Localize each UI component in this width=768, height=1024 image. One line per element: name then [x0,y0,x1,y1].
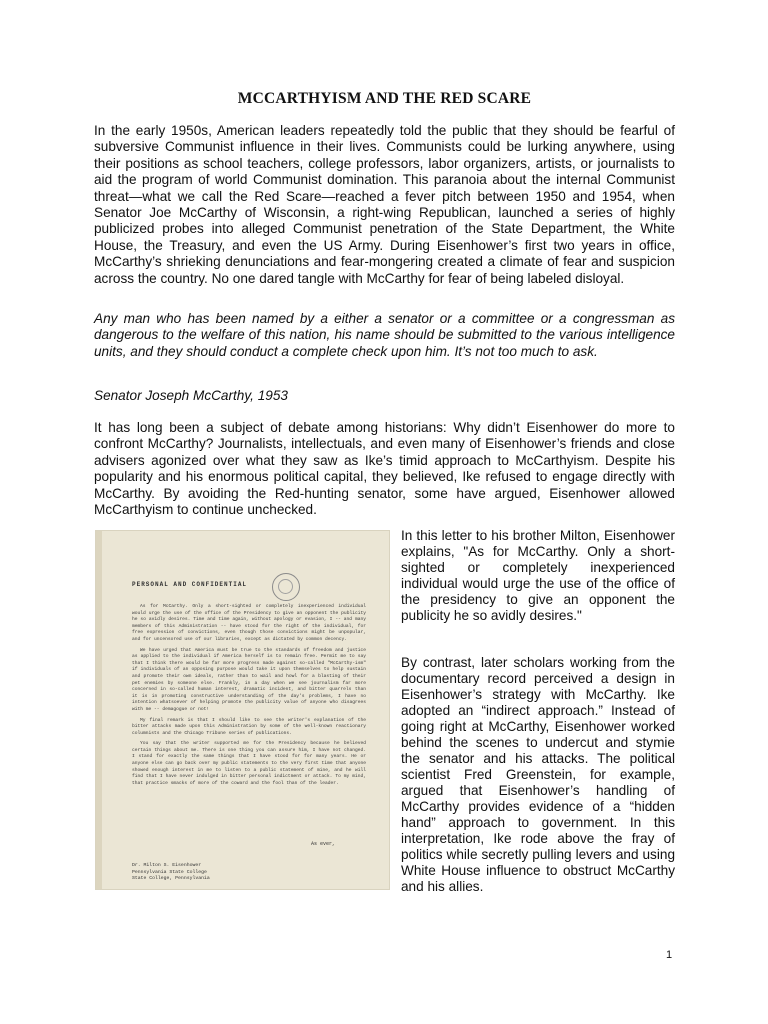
letter-closing: As ever, [311,841,336,847]
letter-paragraph: We have urged that America must be true to the standards of freedom and justice as applied to the individual if America herself is to remain free. Permit me to say that I think there would be far more progress made against so-called "McCarthy-ism" if individuals of an opposing purpose would take it upon themselves to help sustain and promote their own ideals, rather than to wail and howl for a blasting of their pet enemies by someone else. Frankly, in a day when we see journalism far more concerned in so-called human interest, dramatic incident, and bitter quarrels than it is in promoting constructive understanding of the day's problems, I have no intention whatsoever of helping promote the publicity value of anyone who disagrees with me -- demagogue or not! [132,647,366,712]
letter-heading: PERSONAL AND CONFIDENTIAL [132,581,248,588]
letter-paragraph: My final remark is that I should like to see the writer's explanation of the bitter attacks made upon this Administration by some of the well-known reactionary columnists and the Chicago Tribune series of publications. [132,717,366,736]
page-title: MCCARTHYISM AND THE RED SCARE [237,90,532,107]
mccarthy-quote: Any man who has been named by a either a senator or a committee or a congressman as dangerous to the welfare of this nation, his name should be submitted to the various intelligence units, and they should conduct a complete check upon him. It’s not too much to ask. [94,311,675,359]
letter-paper-edge [96,531,102,889]
eisenhower-letter-image [95,530,390,890]
letter-address-line: Pennsylvania State College [132,869,207,875]
letter-address [132,863,210,883]
quote-attribution: Senator Joseph McCarthy, 1953 [94,388,288,403]
scholars-paragraph: By contrast, later scholars working from the documentary record perceived a design in Eisenhower’s strategy with McCarthy. Ike adopted an “indirect approach.” Instead of going right at McCarthy, Eisenhower worked behind the scenes to undercut and stymie the senator and his attacks. The political scientist Fred Greenstein, for example, argued that Eisenhower’s handling of McCarthy provides evidence of a “hidden hand” approach to government. In this interpretation, Ike rode above the fray of politics while secretly pulling levers and using White House influence to obstruct McCarthy and his allies. [401,655,675,894]
intro-paragraph: In the early 1950s, American leaders repeatedly told the public that they should be fearful of subversive Communist influence in their lives. Communists could be lurking anywhere, using their positions as school teachers, college professors, labor organizers, artists, or journalists to aid the program of world Communist domination. This paranoia about the internal Communist threat—what we call the Red Scare—reached a fever pitch between 1950 and 1954, when Senator Joe McCarthy of Wisconsin, a right-wing Republican, launched a series of highly publicized probes into alleged Communist penetration of the State Department, the White House, the Treasury, and even the US Army. During Eisenhower’s first two years in office, McCarthy’s shrieking denunciations and fear-mongering created a climate of fear and suspicion across the country. No one dared tangle with McCarthy for fear of being labeled disloyal. [94,123,675,286]
debate-paragraph: It has long been a subject of debate among historians: Why didn’t Eisenhower do more to confront McCarthy? Journalists, intellectuals, and even many of Eisenhower’s friends and close advisers agonized over what they saw as Ike’s timid approach to McCarthyism. Despite his popularity and his enormous political capital, they believed, Ike refused to engage directly with McCarthy. By avoiding the Red-hunting senator, some have argued, Eisenhower allowed McCarthyism to continue unchecked. [94,420,675,518]
letter-address-line: Dr. Milton S. Eisenhower [132,863,202,868]
letter-paragraph: You say that the writer supported me for the Presidency because he believed certain things about me. There is one thing you can assure him, I have not changed. I stand for exactly the same things that I have stood for for many years. He or anyone else can go back over my public statements to the very first time that anyone showed enough interest in me to listen to a public statement of mine, and he will find that I have never indulged in bitter personal indictment or attack. To my mind, that practice smacks of more of the coward and the fool than of the leader. [132,741,366,786]
letter-seal-icon [272,573,300,601]
letter-body [132,604,366,791]
page-number: 1 [666,949,673,961]
letter-address-line: State College, Pennsylvania [132,876,210,882]
letter-paragraph: As for McCarthy. Only a short-sighted or completely inexperienced individual would urge the use of the office of the Presidency to give an opponent the publicity he so avidly desires. Time and time again, without apology or evasion, I -- and many members of this Administration -- have stood for the right of the individual, for free expression of convictions, even though those convictions might be unpopular, and for uncensored use of our libraries, except as dictated by common decency. [132,604,366,642]
letter-caption-paragraph: In this letter to his brother Milton, Eisenhower explains, "As for McCarthy. Only a short-sighted or completely inexperienced individual would urge the use of the office of the presidency to give an opponent the publicity he so avidly desires." [401,528,675,623]
